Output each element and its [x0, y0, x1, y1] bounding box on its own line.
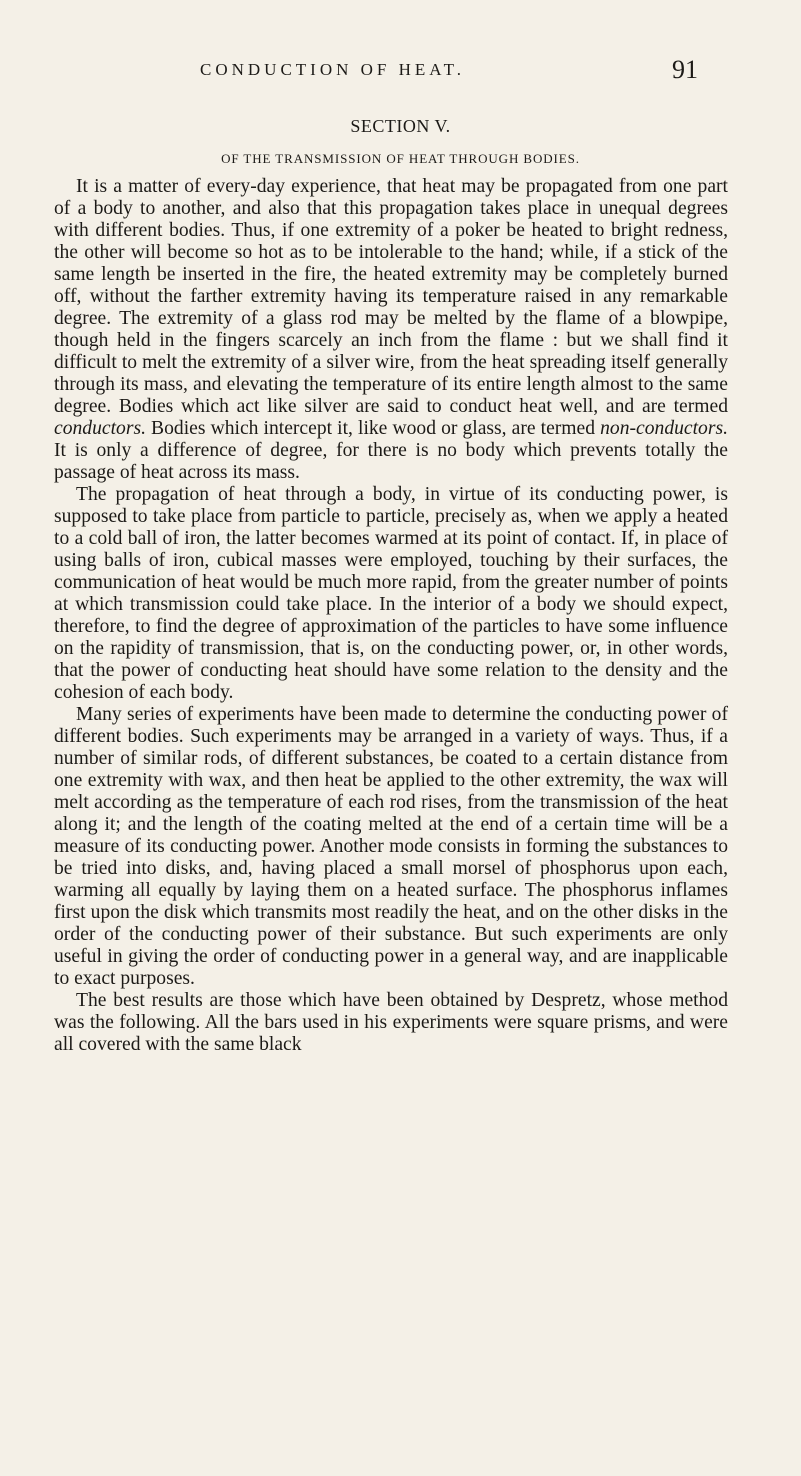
term-non-conductors: non-conductors.: [600, 418, 728, 439]
body-text: [54, 176, 728, 1056]
page-number: 91: [672, 55, 698, 84]
paragraph: [54, 484, 728, 704]
paragraph: [54, 704, 728, 990]
section-subtitle: OF THE TRANSMISSION OF HEAT THROUGH BODIES.: [221, 151, 580, 166]
text-run: The propagation of heat through a body, in virtue of its conducting power, is supposed to take place from particle to particle, precisely as, when we apply a heated to a cold ball of iron, the latter becomes warmed at its point of contact. If, in place of using balls of iron, cubical masses were employed, touching by their surfaces, the communication of heat would be much more rapid, from the greater number of points at which transmission could take place. In the interior of a body we should expect, therefore, to find the degree of approximation of the particles to have some influence on the rapidity of transmission, that is, on the conducting power, or, in other words, that the power of conducting heat should have some relation to the density and the cohesion of each body.: [54, 484, 728, 703]
text-run: It is a matter of every-day experience, that heat may be propagated from one part of a body to another, and also that this propagation takes place in unequal degrees with different bodies. Thus, if one extremity of a poker be heated to bright redness, the other will become so hot as to be intolerable to the hand; while, if a stick of the same length be inserted in the fire, the heated extremity may be completely burned off, without the farther extremity having its temperature raised in any remarkable degree. The extremity of a glass rod may be melted by the flame of a blowpipe, though held in the fingers scarcely an inch from the flame : but we shall find it difficult to melt the extremity of a silver wire, from the heat spreading itself generally through its mass, and elevating the temperature of its entire length almost to the same degree. Bodies which act like silver are said to conduct heat well, and are termed: [54, 176, 728, 417]
paragraph: [54, 990, 728, 1056]
running-title: CONDUCTION OF HEAT.: [200, 60, 466, 79]
text-run: Many series of experiments have been made to determine the conducting power of different bodies. Such experiments may be arranged in a variety of ways. Thus, if a number of similar rods, of different substances, be coated to a certain distance from one extremity with wax, and then heat be applied to the other extremity, the wax will melt according as the temperature of each rod rises, from the transmission of the heat along it; and the length of the coating melted at the end of a certain time will be a measure of its conducting power. Another mode consists in forming the substances to be tried into disks, and, having placed a small morsel of phosphorus upon each, warming all equally by laying them on a heated surface. The phosphorus inflames first upon the disk which transmits most readily the heat, and on the other disks in the order of the conducting power of their substance. But such experiments are only useful in giving the order of conducting power in a general way, and are inapplicable to exact purposes.: [54, 704, 728, 989]
text-run: It is only a difference of degree, for there is no body which prevents totally the passage of heat across its mass.: [54, 440, 728, 483]
text-run: The best results are those which have been obtained by Despretz, whose method was the following. All the bars used in his experiments were square prisms, and were all covered with the same black: [54, 990, 728, 1055]
term-conductors: conductors.: [54, 418, 146, 439]
paragraph: [54, 176, 728, 484]
section-title: SECTION V.: [350, 116, 451, 136]
text-run: Bodies which intercept it, like wood or glass, are termed: [145, 418, 601, 439]
